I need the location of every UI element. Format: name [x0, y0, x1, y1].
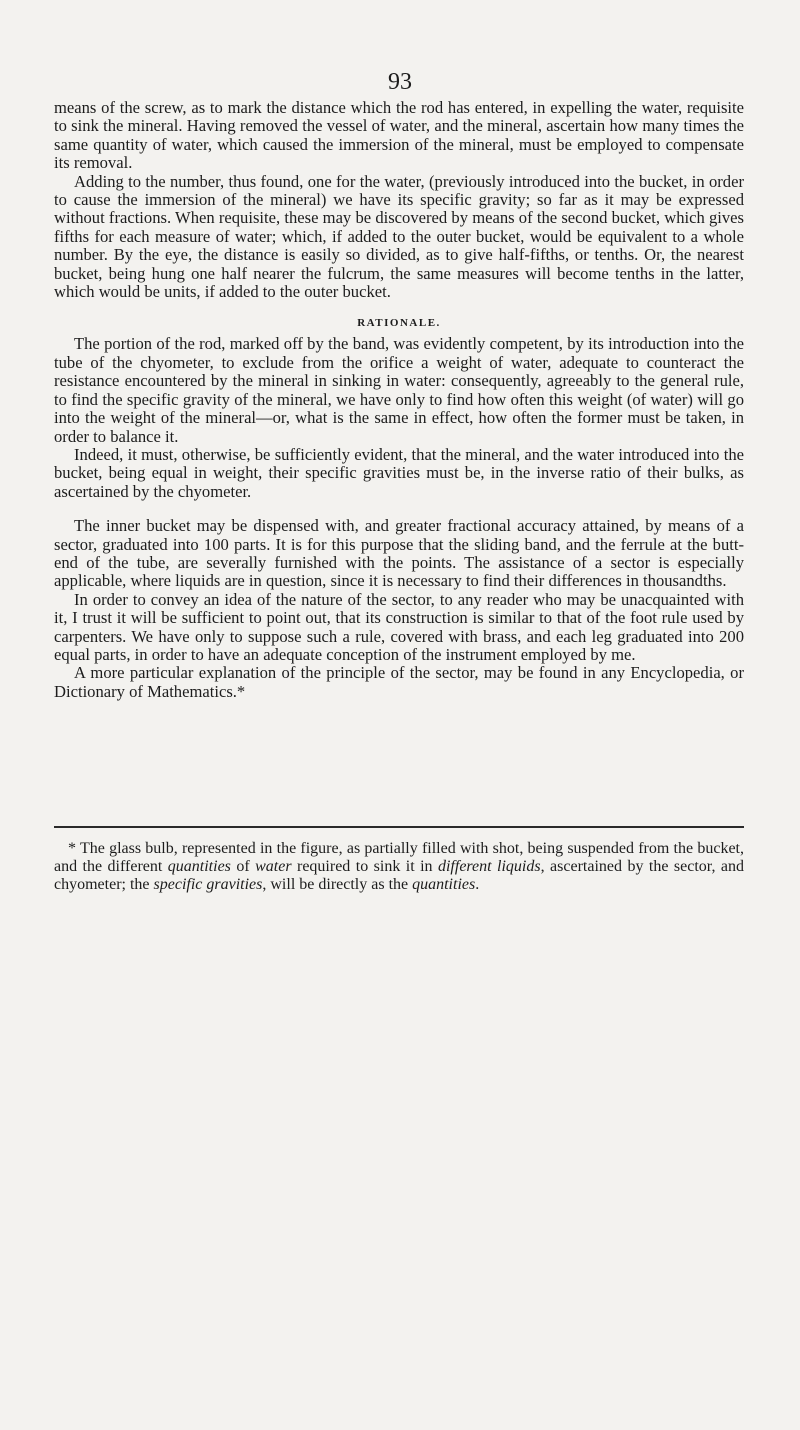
paragraph-gap: [54, 501, 744, 517]
page-number: 93: [388, 69, 412, 95]
section-heading-rationale: RATIONALE.: [357, 317, 441, 330]
paragraph-adding: Adding to the number, thus found, one for the water, (previously introduced into the bucket, in order to cause the immersion of the mineral) we have its specific gravity; so far as it may be expressed without fractions. When requisite, these may be discovered by means of the second bucket, which gives fifths for each measure of water; which, if added to the outer bucket, would be equivalent to a whole number. By the eye, the distance is easily so divided, as to give half-fifths, or tenths. Or, the nearest bucket, being hung one half nearer the fulcrum, the same measures will become tenths in the latter, which would be units, if added to the outer bucket.: [54, 171, 744, 302]
paragraph-sector: In order to convey an idea of the nature of the sector, to any reader who may be unacquainted with it, I trust it will be sufficient to point out, that its construction is similar to that of the foot rule used by carpenters. We have only to suppose such a rule, covered with brass, and each leg graduated into 200 equal parts, in order to have an adequate conception of the instrument employed by me.: [54, 589, 744, 664]
footnote-marker: *: [68, 840, 80, 857]
footnote-divider: [54, 826, 744, 828]
paragraph-indeed: Indeed, it must, otherwise, be sufficiently evident, that the mineral, and the water introduced into the bucket, being equal in weight, their specific gravities must be, in the inverse ratio of their bulks, as ascertained by the chyometer.: [54, 444, 744, 501]
paragraph-rationale: The portion of the rod, marked off by the band, was evidently competent, by its introduction into the tube of the chyometer, to exclude from the orifice a weight of water, adequate to counteract the resistance encountered by the mineral in sinking in water: consequently, agreeably to the general rule, to find the specific gravity of the mineral, we have only to find how often this weight (of water) will go into the weight of the mineral—or, what is the same in effect, how often the former must be taken, in order to balance it.: [54, 334, 744, 446]
paragraph-reference: A more particular explanation of the principle of the sector, may be found in any Encyclopedia, or Dictionary of Mathematics.*: [54, 663, 744, 701]
paragraph-inner-bucket: The inner bucket may be dispensed with, and greater fractional accuracy attained, by means of a sector, graduated into 100 parts. It is for this purpose that the sliding band, and the ferrule at the butt-end of the tube, are severally furnished with the points. The assistance of a sector is especially applicable, where liquids are in question, since it is necessary to find their differences in thousandths.: [54, 516, 744, 591]
main-text: [54, 99, 744, 701]
footnote: * The glass bulb, represented in the figure, as partially filled with shot, being suspended from the bucket, and the different quantities of water required to sink it in different liquids, ascertained by the sector, and chyometer; the specific gravities, will be directly as the quantities.: [54, 840, 744, 894]
paragraph-continued: means of the screw, as to mark the distance which the rod has entered, in expelling the water, requisite to sink the mineral. Having removed the vessel of water, and the mineral, ascertain how many times the same quantity of water, which caused the immersion of the mineral, must be employed to compensate its removal.: [54, 98, 744, 173]
